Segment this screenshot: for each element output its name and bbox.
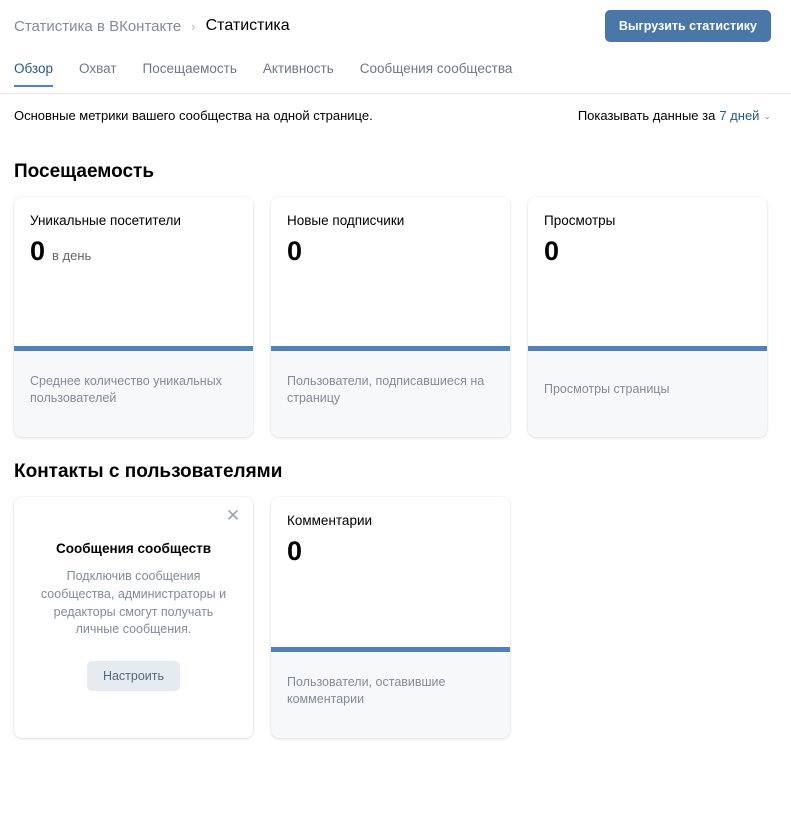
card-body — [14, 197, 253, 346]
chevron-right-icon: › — [191, 18, 196, 34]
user-contacts-cards-row — [14, 497, 777, 738]
page-title: Статистика — [205, 17, 290, 34]
card-new-subscribers[interactable] — [271, 197, 510, 437]
breadcrumb-parent-link[interactable]: Статистика в ВКонтакте — [14, 17, 182, 35]
card-body — [271, 497, 510, 647]
promo-title: Сообщения сообществ — [55, 541, 212, 556]
card-value: 0 — [544, 236, 560, 266]
card-unit: в день — [52, 248, 92, 263]
promo-button-wrap — [38, 661, 229, 691]
card-value: 0 — [287, 536, 303, 566]
card-value-row — [287, 238, 494, 265]
card-footer: Пользователи, оставившие комментарии — [271, 652, 510, 738]
subheader — [0, 94, 791, 137]
tab-reach[interactable]: Охват — [79, 61, 117, 76]
card-value-row — [544, 238, 751, 265]
period-label: Показывать данные за — [577, 108, 716, 123]
card-title: Просмотры — [544, 213, 616, 228]
tabs-bar — [0, 52, 791, 94]
card-footer: Просмотры страницы — [528, 351, 767, 437]
page-header — [0, 0, 791, 52]
card-footer: Пользователи, подписавшиеся на страницу — [271, 351, 510, 437]
card-title: Уникальные посетители — [30, 213, 181, 228]
card-comments[interactable] — [271, 497, 510, 738]
card-unique-visitors[interactable] — [14, 197, 253, 437]
card-body — [271, 197, 510, 346]
period-selector[interactable] — [578, 108, 771, 123]
tab-community-messages[interactable]: Сообщения сообщества — [359, 61, 513, 76]
card-footer: Среднее количество уникальных пользователей — [14, 351, 253, 437]
card-value-row — [30, 238, 237, 265]
subheader-description: Основные метрики вашего сообщества на одной странице. — [14, 108, 373, 123]
promo-text: Подключив сообщения сообщества, администраторы и редакторы смогут получать личные сообщения. — [40, 569, 227, 637]
card-title: Комментарии — [287, 513, 373, 528]
promo-body — [14, 497, 253, 691]
period-value-link[interactable]: 7 дней — [719, 108, 760, 123]
card-title: Новые подписчики — [287, 213, 405, 228]
card-value: 0 — [30, 236, 46, 266]
card-body — [528, 197, 767, 346]
configure-button[interactable]: Настроить — [87, 661, 180, 691]
breadcrumb — [14, 17, 290, 35]
card-community-messages-promo[interactable] — [14, 497, 253, 738]
close-icon[interactable]: ✕ — [225, 506, 241, 525]
card-views[interactable] — [528, 197, 767, 437]
tab-activity[interactable]: Активность — [262, 61, 334, 76]
export-statistics-button[interactable]: Выгрузить статистику — [605, 10, 771, 42]
card-value: 0 — [287, 236, 303, 266]
chevron-down-icon: ⌄ — [763, 111, 771, 121]
content-area — [0, 161, 791, 738]
tab-overview[interactable]: Обзор — [14, 52, 53, 86]
card-value-row — [287, 538, 494, 565]
tab-attendance[interactable]: Посещаемость — [142, 61, 237, 76]
attendance-cards-row — [14, 197, 777, 437]
section-title-attendance: Посещаемость — [14, 161, 155, 182]
section-title-user-contacts: Контакты с пользователями — [14, 461, 283, 482]
